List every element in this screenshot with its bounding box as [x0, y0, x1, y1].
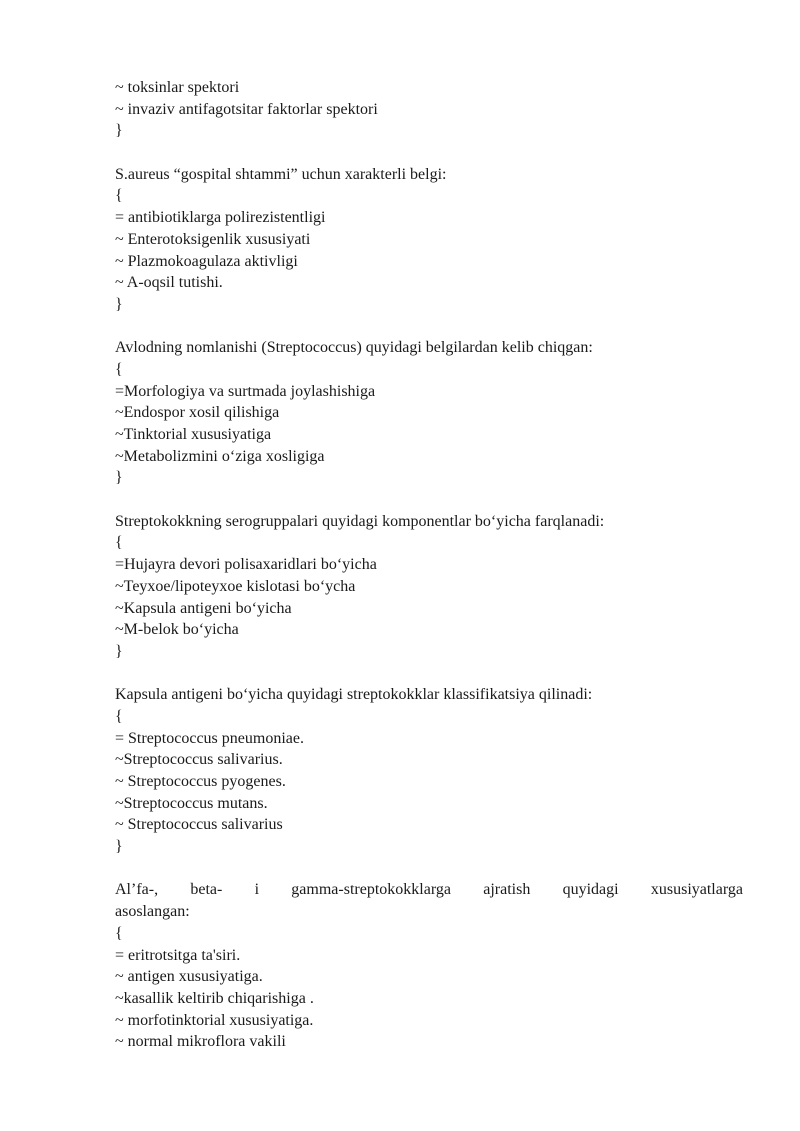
- question-text: Streptokokkning serogruppalari quyidagi komponentlar bo‘yicha farqlanadi:: [115, 512, 605, 530]
- question-text: S.aureus “gospital shtammi” uchun xarakterli belgi:: [115, 165, 447, 183]
- correct-option: =Hujayra devori polisaxaridlari bo‘yicha: [115, 556, 377, 574]
- correct-option: = Streptococcus pneumoniae.: [115, 729, 304, 747]
- option-line: ~M-belok bo‘yicha: [115, 621, 239, 639]
- option-line: ~ Enterotoksigenlik xususiyati: [115, 230, 311, 248]
- question-text-continued: asoslangan:: [115, 903, 190, 921]
- option-line: ~Metabolizmini o‘ziga xosligiga: [115, 447, 325, 465]
- opening-brace: {: [115, 360, 123, 378]
- option-line: ~ Plazmokoagulaza aktivligi: [115, 252, 298, 270]
- opening-brace: {: [115, 187, 123, 205]
- question-block: [115, 164, 743, 316]
- closing-brace: }: [115, 469, 123, 487]
- answer-block-tail: [115, 77, 743, 142]
- option-line: ~Streptococcus salivarius.: [115, 751, 283, 769]
- option-line: ~Kapsula antigeni bo‘yicha: [115, 599, 292, 617]
- option-line: ~ morfotinktorial xususiyatiga.: [115, 1011, 314, 1029]
- correct-option: = antibiotiklarga polirezistentligi: [115, 209, 326, 227]
- opening-brace: {: [115, 707, 123, 725]
- option-line: ~ normal mikroflora vakili: [115, 1033, 286, 1051]
- question-text: Avlodning nomlanishi (Streptococcus) quyidagi belgilardan kelib chiqgan:: [115, 339, 593, 357]
- option-line: ~ Streptococcus pyogenes.: [115, 773, 286, 790]
- closing-brace: }: [115, 642, 123, 660]
- option-line: ~kasallik keltirib chiqarishiga .: [115, 989, 314, 1007]
- option-line: ~Streptococcus mutans.: [115, 794, 268, 812]
- option-line: ~ invaziv antifagotsitar faktorlar spektori: [115, 100, 378, 118]
- opening-brace: {: [115, 534, 123, 552]
- correct-option: =Morfologiya va surtmada joylashishiga: [115, 382, 376, 400]
- option-line: ~Teyxoe/lipoteyxoe kislotasi bo‘ycha: [115, 577, 356, 595]
- question-block: [115, 684, 743, 858]
- option-line: ~ antigen xususiyatiga.: [115, 968, 263, 986]
- closing-brace: }: [115, 122, 123, 140]
- option-line: ~Endospor xosil qilishiga: [115, 404, 280, 422]
- option-line: ~ Streptococcus salivarius: [115, 816, 283, 834]
- correct-option: = eritrotsitga ta'siri.: [115, 946, 241, 964]
- question-text: Al’fa-, beta- i gamma-streptokokklarga ajratish quyidagi xususiyatlarga: [115, 881, 743, 899]
- question-block: [115, 879, 743, 1053]
- option-line: ~ toksinlar spektori: [115, 79, 240, 96]
- option-line: ~Tinktorial xususiyatiga: [115, 426, 272, 443]
- option-line: ~ A-oqsil tutishi.: [115, 274, 223, 292]
- question-text: Kapsula antigeni bo‘yicha quyidagi streptokokklar klassifikatsiya qilinadi:: [115, 686, 593, 704]
- question-block: [115, 337, 743, 489]
- closing-brace: }: [115, 838, 123, 856]
- closing-brace: }: [115, 295, 123, 313]
- question-block: [115, 511, 743, 663]
- opening-brace: {: [115, 924, 123, 942]
